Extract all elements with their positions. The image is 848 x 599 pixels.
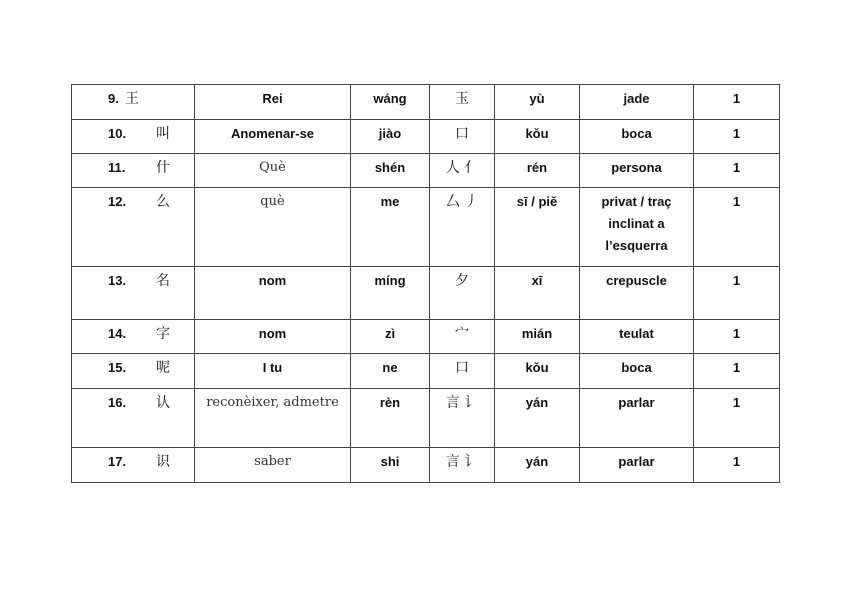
radical-cell: 言 讠 — [430, 389, 495, 448]
hanzi-character: 么 — [156, 194, 170, 210]
table-row — [72, 188, 780, 267]
radical-cell: 人 亻 — [430, 154, 495, 188]
meaning-cell: reconèixer, admetre — [195, 389, 351, 448]
pinyin-cell: me — [351, 188, 430, 267]
table-row — [72, 267, 780, 320]
number-cell — [72, 120, 195, 154]
radical-pinyin-cell: kǒu — [495, 120, 580, 154]
radical-cell: 言 讠 — [430, 448, 495, 483]
table-row — [72, 389, 780, 448]
radical-meaning-cell: parlar — [580, 448, 694, 483]
radical-meaning-cell: teulat — [580, 320, 694, 354]
radical-cell: 口 — [430, 120, 495, 154]
hanzi-character: 什 — [156, 160, 170, 176]
row-number: 13. — [108, 273, 127, 288]
pinyin-cell: rèn — [351, 389, 430, 448]
table-row — [72, 354, 780, 389]
row-number: 9. — [108, 91, 119, 106]
radical-meaning-cell: boca — [580, 354, 694, 389]
radical-meaning-cell: parlar — [580, 389, 694, 448]
row-number: 16. — [108, 395, 127, 410]
number-cell — [72, 154, 195, 188]
meaning-cell: Rei — [195, 85, 351, 120]
radical-pinyin-cell: mián — [495, 320, 580, 354]
pinyin-cell: wáng — [351, 85, 430, 120]
radical-cell: 口 — [430, 354, 495, 389]
row-number: 11. — [108, 160, 126, 175]
meaning-cell: nom — [195, 320, 351, 354]
hanzi-character: 呢 — [156, 360, 170, 376]
count-cell: 1 — [694, 188, 780, 267]
radical-cell: 宀 — [430, 320, 495, 354]
meaning-cell: Anomenar-se — [195, 120, 351, 154]
meaning-cell: Què — [195, 154, 351, 188]
table-row — [72, 448, 780, 483]
table-row — [72, 154, 780, 188]
pinyin-cell: jiào — [351, 120, 430, 154]
number-cell — [72, 448, 195, 483]
radical-pinyin-cell: yán — [495, 389, 580, 448]
radical-meaning-cell: jade — [580, 85, 694, 120]
number-cell — [72, 267, 195, 320]
radical-meaning-cell: privat / traç inclinat a l’esquerra — [580, 188, 694, 267]
vocabulary-table — [71, 84, 780, 483]
radical-cell: 玉 — [430, 85, 495, 120]
count-cell: 1 — [694, 120, 780, 154]
hanzi-character: 字 — [156, 326, 170, 342]
radical-cell: 厶 丿 — [430, 188, 495, 267]
meaning-cell: què — [195, 188, 351, 267]
pinyin-cell: shi — [351, 448, 430, 483]
count-cell: 1 — [694, 320, 780, 354]
count-cell: 1 — [694, 154, 780, 188]
table-row — [72, 120, 780, 154]
pinyin-cell: shén — [351, 154, 430, 188]
number-cell — [72, 354, 195, 389]
table-row — [72, 85, 780, 120]
count-cell: 1 — [694, 85, 780, 120]
count-cell: 1 — [694, 389, 780, 448]
radical-pinyin-cell: kǒu — [495, 354, 580, 389]
hanzi-character: 认 — [156, 395, 170, 411]
hanzi-character: 王 — [124, 91, 139, 107]
row-number: 10. — [108, 126, 127, 141]
radical-cell: 夕 — [430, 267, 495, 320]
radical-pinyin-cell: yù — [495, 85, 580, 120]
hanzi-character: 识 — [156, 454, 170, 470]
row-number: 14. — [108, 326, 127, 341]
pinyin-cell: ne — [351, 354, 430, 389]
count-cell: 1 — [694, 354, 780, 389]
number-cell — [72, 389, 195, 448]
radical-meaning-cell: persona — [580, 154, 694, 188]
number-cell — [72, 320, 195, 354]
radical-meaning-cell: boca — [580, 120, 694, 154]
row-number: 12. — [108, 194, 127, 209]
count-cell: 1 — [694, 448, 780, 483]
meaning-cell: I tu — [195, 354, 351, 389]
hanzi-character: 叫 — [156, 126, 170, 142]
radical-pinyin-cell: sī / piě — [495, 188, 580, 267]
radical-pinyin-cell: rén — [495, 154, 580, 188]
pinyin-cell: míng — [351, 267, 430, 320]
row-number: 15. — [108, 360, 127, 375]
count-cell: 1 — [694, 267, 780, 320]
radical-meaning-cell: crepuscle — [580, 267, 694, 320]
row-number: 17. — [108, 454, 127, 469]
radical-pinyin-cell: yán — [495, 448, 580, 483]
number-cell — [72, 188, 195, 267]
table-row — [72, 320, 780, 354]
hanzi-character: 名 — [156, 273, 170, 289]
number-cell — [72, 85, 195, 120]
radical-pinyin-cell: xī — [495, 267, 580, 320]
meaning-cell: nom — [195, 267, 351, 320]
pinyin-cell: zì — [351, 320, 430, 354]
meaning-cell: saber — [195, 448, 351, 483]
